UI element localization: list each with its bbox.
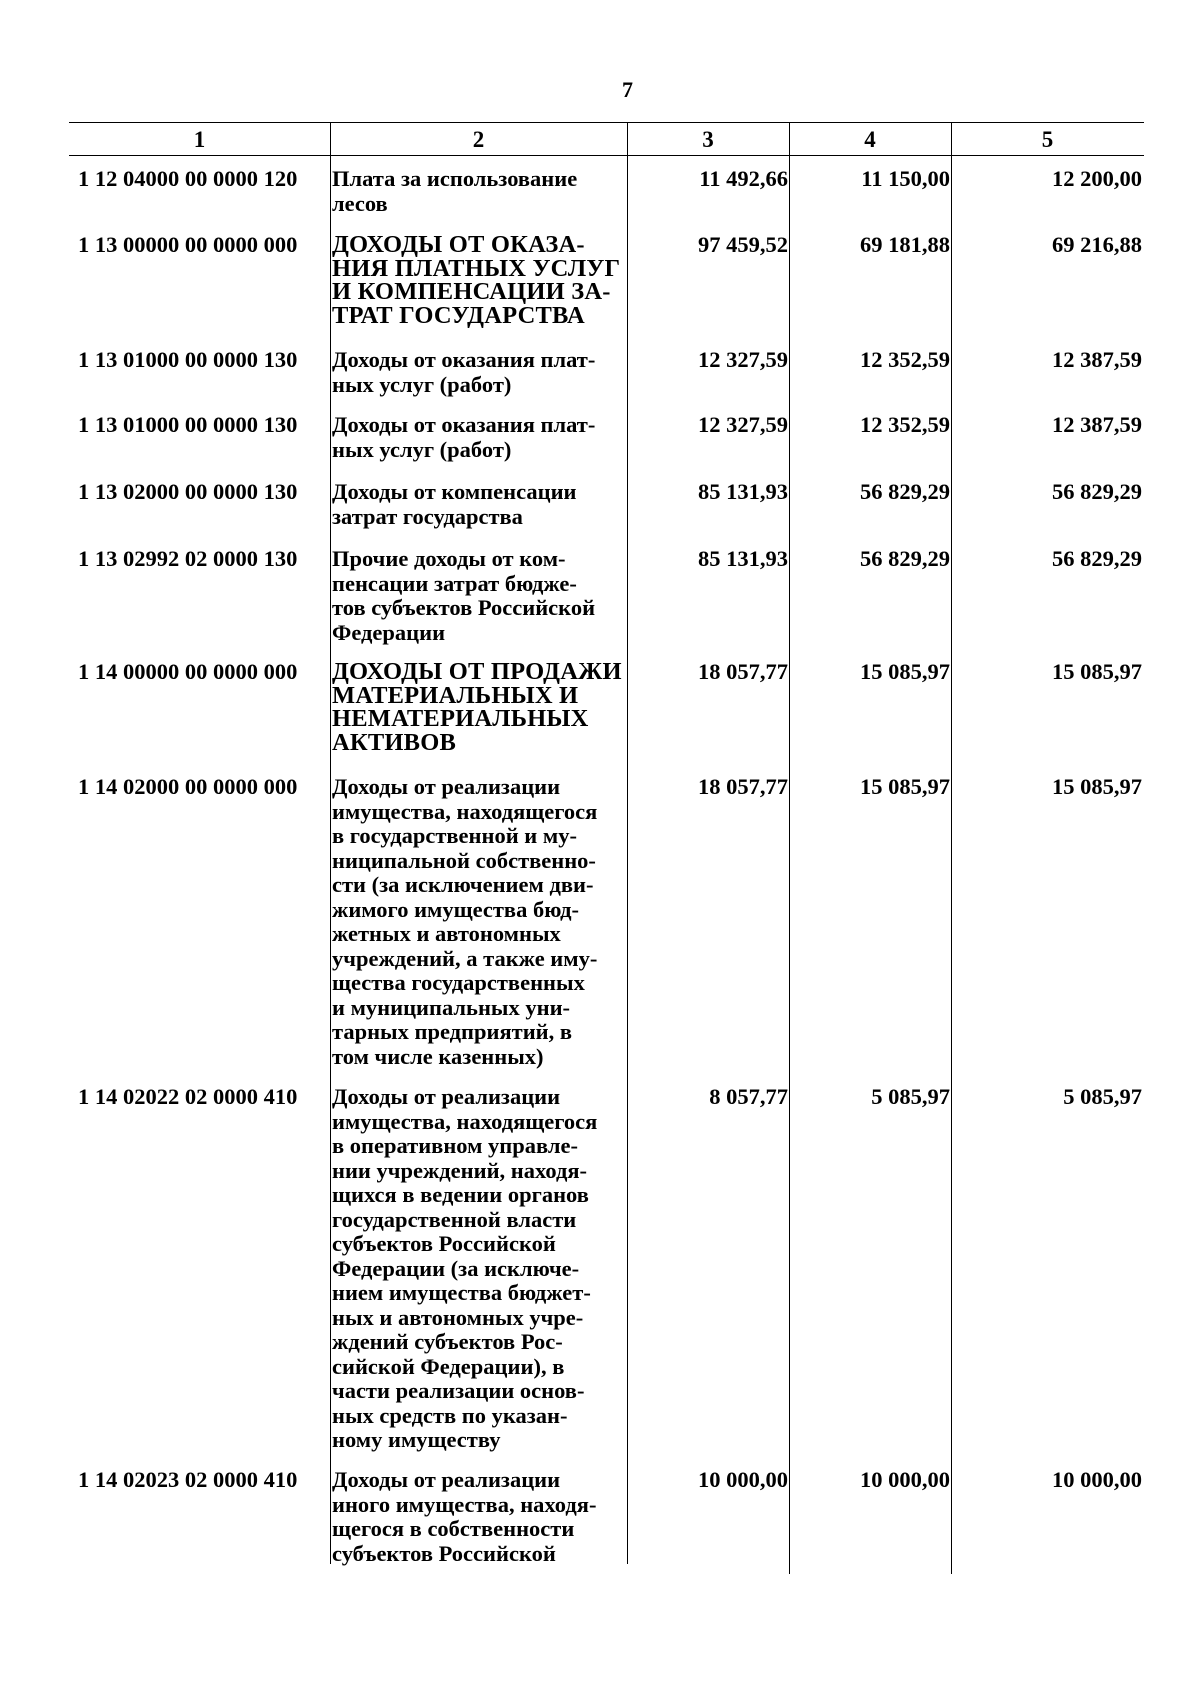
row-value-col4: 15 085,97	[860, 659, 950, 684]
row-name: Доходы от реализации имущества, находящегося в оперативном управле- нии учреждений, находя- щихся в ведении органов государственной власти субъектов Российской Федерации (за исключе- нием имущества бюджет- ных и автономных учре- ждений субъектов Рос- сийской Федерации), в части реализации основ- ных средств по указан- ному имуществу	[332, 1084, 598, 1452]
row-value-col5: 10 000,00	[1052, 1467, 1142, 1492]
row-name: Доходы от оказания плат- ных услуг (работ)	[332, 412, 596, 462]
row-code: 1 13 02992 02 0000 130	[78, 546, 298, 571]
row-value-col4: 56 829,29	[860, 546, 950, 571]
row-value-col4: 5 085,97	[871, 1084, 950, 1109]
row-value-col3: 85 131,93	[698, 546, 788, 571]
row-code: 1 14 02023 02 0000 410	[78, 1467, 298, 1492]
row-value-col4: 11 150,00	[861, 166, 950, 191]
row-value-col5: 12 387,59	[1052, 347, 1142, 372]
row-name: ДОХОДЫ ОТ ПРОДАЖИ МАТЕРИАЛЬНЫХ И НЕМАТЕРИАЛЬНЫХ АКТИВОВ	[332, 658, 622, 756]
row-code: 1 12 04000 00 0000 120	[78, 166, 298, 191]
row-name: Доходы от компенсации затрат государства	[332, 479, 577, 529]
row-name: Доходы от реализации имущества, находящегося в государственной и му- ниципальной собственно- сти (за исключением дви- жимого имущества бюд- жетных и автономных учреждений, а также иму- щества государственных и муниципальных уни- тарных предприятий, в том числе казенных)	[332, 774, 598, 1069]
row-value-col4: 12 352,59	[860, 347, 950, 372]
row-value-col5: 5 085,97	[1063, 1084, 1142, 1109]
row-value-col4: 15 085,97	[860, 774, 950, 799]
column-header-2: 2	[472, 127, 485, 152]
table-header-rule	[69, 155, 1144, 156]
column-header-4: 4	[864, 127, 876, 152]
row-name: Доходы от оказания плат- ных услуг (работ)	[332, 347, 596, 397]
row-value-col5: 69 216,88	[1052, 232, 1142, 257]
row-code: 1 13 00000 00 0000 000	[78, 232, 298, 257]
row-value-col3: 12 327,59	[698, 412, 788, 437]
page-number: 7	[622, 77, 633, 102]
row-code: 1 14 00000 00 0000 000	[78, 659, 298, 684]
row-name: ДОХОДЫ ОТ ОКАЗА- НИЯ ПЛАТНЫХ УСЛУГ И КОМПЕНСАЦИИ ЗА- ТРАТ ГОСУДАРСТВА	[332, 231, 621, 329]
row-value-col3: 12 327,59	[698, 347, 788, 372]
row-value-col3: 11 492,66	[699, 166, 788, 191]
row-value-col3: 18 057,77	[698, 774, 788, 799]
row-value-col4: 69 181,88	[860, 232, 950, 257]
row-value-col5: 12 387,59	[1052, 412, 1142, 437]
row-code: 1 14 02022 02 0000 410	[78, 1084, 298, 1109]
row-value-col5: 12 200,00	[1052, 166, 1142, 191]
row-code: 1 13 01000 00 0000 130	[78, 347, 298, 372]
row-value-col5: 56 829,29	[1052, 546, 1142, 571]
column-header-5: 5	[1041, 127, 1054, 152]
column-header-1: 1	[193, 127, 206, 152]
row-name: Прочие доходы от ком- пенсации затрат бюдже- тов субъектов Российской Федерации	[332, 546, 596, 645]
column-divider-4-5	[951, 122, 952, 1574]
row-code: 1 14 02000 00 0000 000	[78, 774, 298, 799]
table-top-rule	[69, 122, 1144, 123]
row-value-col5: 15 085,97	[1052, 774, 1142, 799]
column-header-3: 3	[702, 127, 714, 152]
row-value-col4: 10 000,00	[860, 1467, 950, 1492]
row-value-col4: 56 829,29	[860, 479, 950, 504]
row-value-col4: 12 352,59	[860, 412, 950, 437]
row-name: Доходы от реализации иного имущества, находя- щегося в собственности субъектов Российской	[332, 1467, 597, 1566]
row-value-col3: 97 459,52	[698, 232, 788, 257]
row-value-col5: 15 085,97	[1052, 659, 1142, 684]
row-value-col3: 10 000,00	[698, 1467, 788, 1492]
column-divider-1-2	[330, 122, 331, 1564]
row-code: 1 13 01000 00 0000 130	[78, 412, 298, 437]
row-value-col3: 85 131,93	[698, 479, 788, 504]
column-divider-3-4	[789, 122, 790, 1574]
row-value-col3: 8 057,77	[709, 1084, 788, 1109]
row-value-col5: 56 829,29	[1052, 479, 1142, 504]
row-code: 1 13 02000 00 0000 130	[78, 479, 298, 504]
row-value-col3: 18 057,77	[698, 659, 788, 684]
row-name: Плата за использование лесов	[332, 166, 578, 216]
